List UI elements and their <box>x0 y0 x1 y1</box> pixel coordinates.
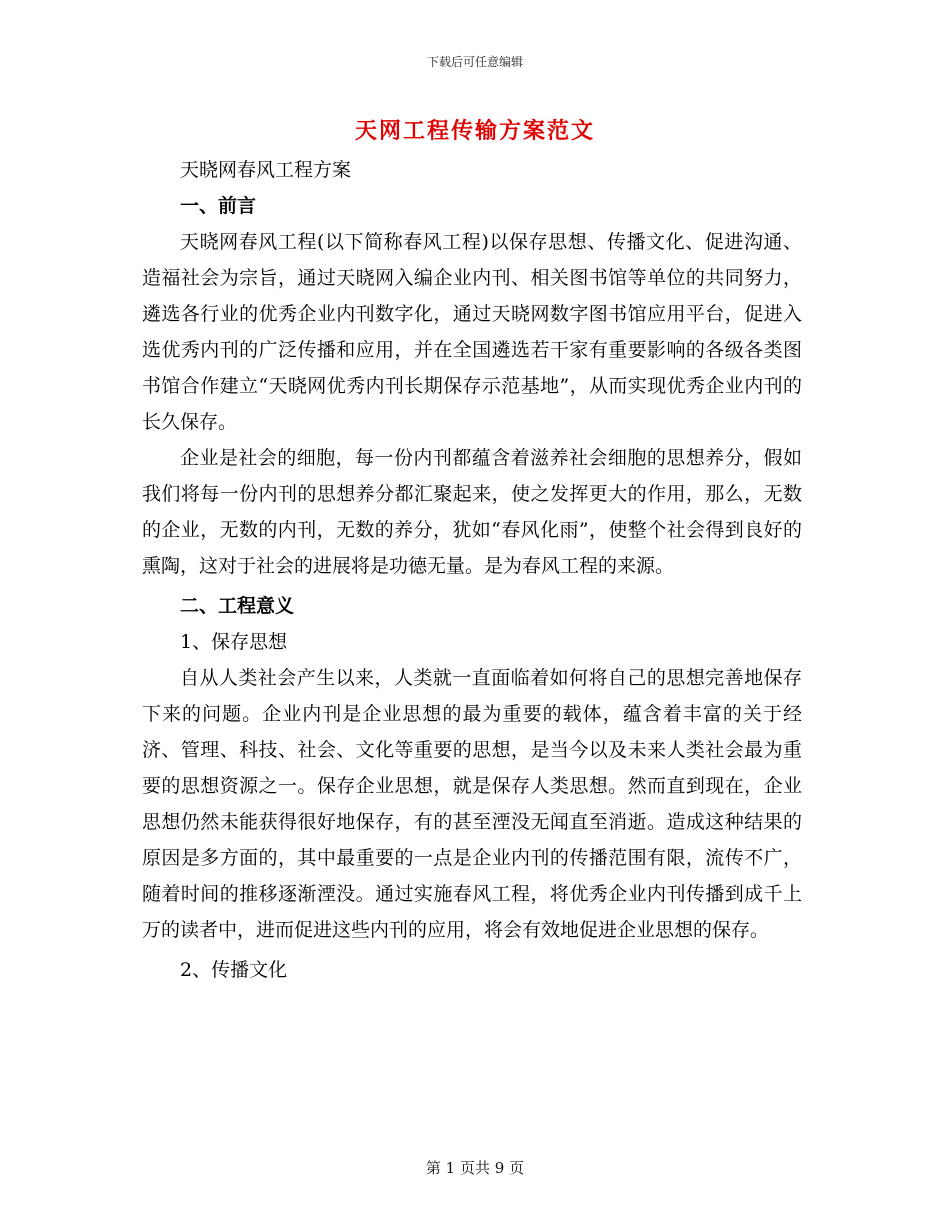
download-note: 下载后可任意编辑 <box>426 55 523 69</box>
page-number: 第 1 页共 9 页 <box>425 1159 525 1177</box>
document-subtitle: 天晓网春风工程方案 <box>180 159 352 181</box>
paragraph-preface-2: 企业是社会的细胞，每一份内刊都蕴含着滋养社会细胞的思想养分，假如我们将每一份内刊的思想养分都汇聚起来，使之发挥更大的作用，那么，无数的企业，无数的内刊，无数的养分，犹如“春风化雨”，使整个社会得到良好的熏陶，这对于社会的进展将是功德无量。是为春风工程的来源。 <box>142 447 802 577</box>
subsection-heading-preserve: 1、保存思想 <box>180 631 288 653</box>
paragraph-preface-1: 天晓网春风工程(以下简称春风工程)以保存思想、传播文化、促进沟通、造福社会为宗旨，通过天晓网入编企业内刊、相关图书馆等单位的共同努力，遴选各行业的优秀企业内刊数字化，通过天晓网数字图书馆应用平台，促进入选优秀内刊的广泛传播和应用，并在全国遴选若干家有重要影响的各级各类图书馆合作建立“天晓网优秀内刊长期保存示范基地”，从而实现优秀企业内刊的长久保存。 <box>142 231 802 433</box>
paragraph-preserve: 自从人类社会产生以来，人类就一直面临着如何将自己的思想完善地保存下来的问题。企业内刊是企业思想的最为重要的载体，蕴含着丰富的关于经济、管理、科技、社会、文化等重要的思想，是当今以及未来人类社会最为重要的思想资源之一。保存企业思想，就是保存人类思想。然而直到现在，企业思想仍然未能获得很好地保存，有的甚至湮没无闻直至消逝。造成这种结果的原因是多方面的，其中最重要的一点是企业内刊的传播范围有限，流传不广，随着时间的推移逐渐湮没。通过实施春风工程，将优秀企业内刊传播到成千上万的读者中，进而促进这些内刊的应用，将会有效地促进企业思想的保存。 <box>142 667 802 941</box>
subsection-heading-spread: 2、传播文化 <box>180 959 288 981</box>
document-title: 天网工程传输方案范文 <box>354 118 595 144</box>
section-heading-significance: 二、工程意义 <box>180 595 295 617</box>
section-heading-preface: 一、前言 <box>180 195 257 217</box>
document-body <box>142 152 802 988</box>
